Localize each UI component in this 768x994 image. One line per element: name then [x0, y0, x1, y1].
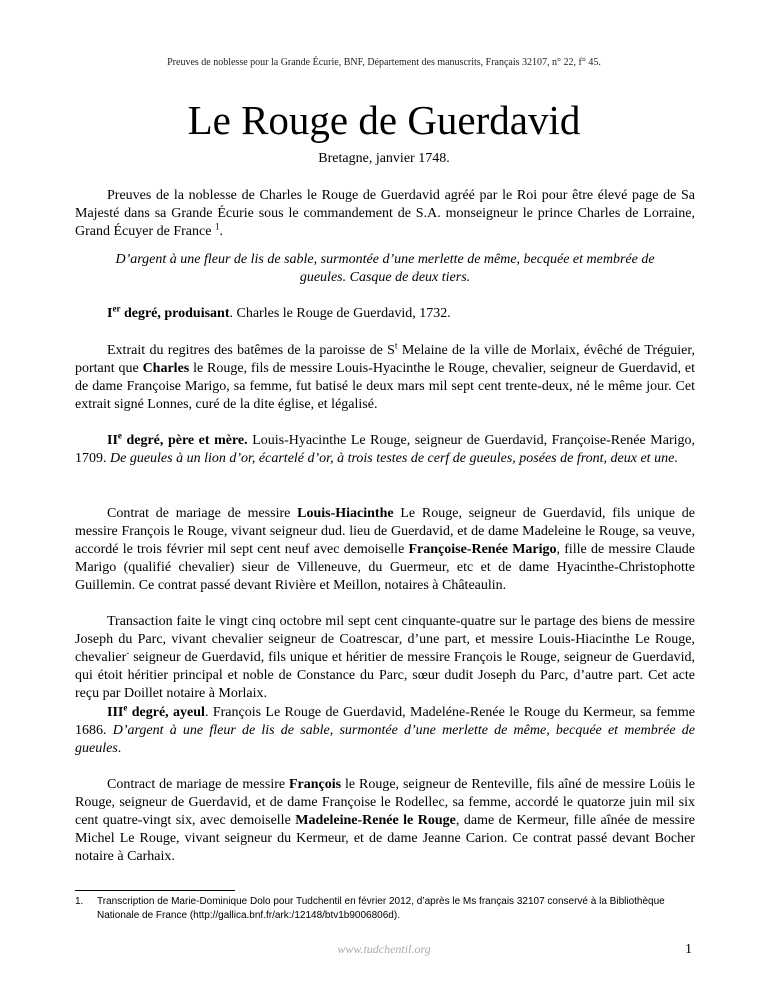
- intro-end: .: [219, 224, 223, 239]
- paragraph-marriage-1709: [75, 505, 695, 595]
- p2-text-b: Le Rouge, seigneur de Guerdavid, fils unique de messire François le Rouge, vivant seigneur dud. lieu de Guerdavid, et de dame Madeleine le Rouge, sa veuve, accordé le trois février mil sept cent neuf avec demoiselle: [75, 506, 695, 557]
- footer-url[interactable]: www.tudchentil.org: [337, 942, 431, 956]
- degree-3-end: .: [117, 741, 122, 756]
- p2-text-a: Contrat de mariage de messire: [107, 506, 298, 521]
- degree-2-rest: Louis-Hyacinthe Le Rouge, seigneur de Guerdavid, Françoise-Renée Marigo, 1709.: [75, 433, 695, 466]
- degree-1-number: I: [107, 306, 113, 321]
- degree-2-label: degré, père et mère.: [121, 433, 248, 448]
- main-blazon: [75, 251, 695, 287]
- intro-text: Preuves de la noblesse de Charles le Rouge de Guerdavid agréé par le Roi pour être élevé page de Sa Majesté dans sa Grande Écurie sous le commandement de S.A. monseigneur le prince Charles de Lorraine, Grand Écuyer de France: [75, 188, 695, 239]
- degree-1-label: degré, produisant: [120, 306, 230, 321]
- paragraph-baptism: [75, 342, 695, 414]
- degree-3-number: III: [107, 705, 124, 720]
- p4-text-c: , dame de Kermeur, fille aînée de messire Michel Le Rouge, vivant seigneur du Kermeur, et de dame Jeanne Carion. Ce contrat passé devant Bocher notaire à Carhaix.: [75, 813, 696, 864]
- degree-2-sup: e: [117, 430, 122, 441]
- degree-3-rest: . François Le Rouge de Guerdavid, Madeléne-Renée le Rouge du Kermeur, sa femme 1686.: [75, 705, 695, 738]
- paragraph-transaction: [75, 613, 695, 703]
- p4-name-madeleine-renee: Madeleine-Renée le Rouge: [295, 813, 456, 828]
- degree-1-sup: er: [112, 303, 121, 314]
- footnote-marker[interactable]: 1: [214, 221, 220, 232]
- p3-text-a: Transaction faite le vingt cinq octobre mil sept cent cinquante-quatre sur le partage des biens de messire Joseph du Parc, vivant chevalier seigneur de Coatrescar, d’une part, et messire Louis-Hiacinthe Le Rouge, chevalier: [75, 614, 695, 665]
- p1-text-c: le Rouge, fils de messire Louis-Hyacinthe le Rouge, chevalier, seigneur de Guerdavid, et de dame Françoise Marigo, sa femme, fut batisé le deux mars mil sept cent trente-deux, né le même jour. Cet extrait signé Lonnes, curé de la dite église, et légalisé.: [75, 361, 695, 412]
- degree-3-blazon: D’argent à une fleur de lis de sable, surmontée d’une merlette de même, becquée et membrée de gueules: [75, 723, 695, 756]
- p2-name-louis-hiacinthe: Louis-Hiacinthe: [297, 506, 394, 521]
- blazon-text: D’argent à une fleur de lis de sable, surmontée d’une merlette de même, becquée et membrée de gueules. Casque de deux tiers.: [115, 252, 655, 285]
- degree-2-blazon: De gueules à un lion d’or, écartelé d’or, à trois testes de cerf de gueules, posées de front, deux et une: [110, 451, 675, 466]
- running-head: Preuves de noblesse pour la Grande Écurie, BNF, Département des manuscrits, Français 32107, n° 22, f° 45.: [167, 57, 601, 68]
- p3-sup: -: [126, 647, 130, 658]
- subtitle: Bretagne, janvier 1748.: [318, 151, 450, 166]
- p4-text-b: le Rouge, seigneur de Renteville, fils aîné de messire Loüis le Rouge, seigneur de Guerdavid, et de dame Françoise le Rodellec, sa femme, accordé le quatorze juin mil six cent quatre-vingt six, avec demoiselle: [75, 777, 696, 828]
- degree-1-rest: . Charles le Rouge de Guerdavid, 1732.: [229, 306, 451, 321]
- footnote-divider: [75, 890, 235, 891]
- footnote-text: Transcription de Marie-Dominique Dolo pour Tudchentil en février 2012, d’après le Ms français 32107 conservé à la Bibliothèque Nationale de France (http://gallica.bnf.fr/ark:/12148/btv1b9006806d).: [97, 896, 665, 921]
- p4-text-a: Contract de mariage de messire: [107, 777, 289, 792]
- page-number: 1: [685, 942, 692, 957]
- page-title: Le Rouge de Guerdavid: [187, 97, 581, 143]
- p3-text-b: seigneur de Guerdavid, fils unique et héritier de messire François le Rouge, seigneur de Guerdavid, qui étoit héritier principal et noble de Constance du Parc, sœur dudit Joseph du Parc, d’autre part. Cet acte reçu par Doillet notaire à Morlaix.: [75, 650, 695, 701]
- p2-text-c: , fille de messire Claude Marigo (qualifié chevalier) sieur de Villeneuve, du Guermeur, etc et de dame Hyacinthe-Christophotte Guillemin. Ce contrat passé devant Rivière et Meillon, notaires à Châteaulin.: [75, 542, 695, 593]
- footnote-number: 1.: [75, 896, 84, 907]
- footnote: [75, 895, 695, 923]
- intro-paragraph: [75, 187, 695, 241]
- paragraph-marriage-1686: [75, 776, 695, 866]
- degree-3-heading: [75, 704, 695, 758]
- p4-name-francois: François: [288, 777, 342, 792]
- degree-2-end: .: [674, 451, 678, 466]
- degree-2-heading: [75, 432, 695, 468]
- p1-text-a: Extrait du regitres des batêmes de la paroisse de S: [107, 343, 395, 358]
- p1-text-b: Melaine de la ville de Morlaix, évêché de Tréguier, portant que: [75, 343, 695, 376]
- p1-name-charles: Charles: [142, 361, 190, 376]
- degree-2-number: II: [107, 433, 118, 448]
- p2-name-francoise-renee: Françoise-Renée Marigo: [408, 542, 557, 557]
- degree-3-label: degré, ayeul: [127, 705, 205, 720]
- p1-sup: t: [394, 340, 398, 351]
- degree-3-sup: e: [123, 702, 128, 713]
- degree-1-heading: [75, 305, 695, 323]
